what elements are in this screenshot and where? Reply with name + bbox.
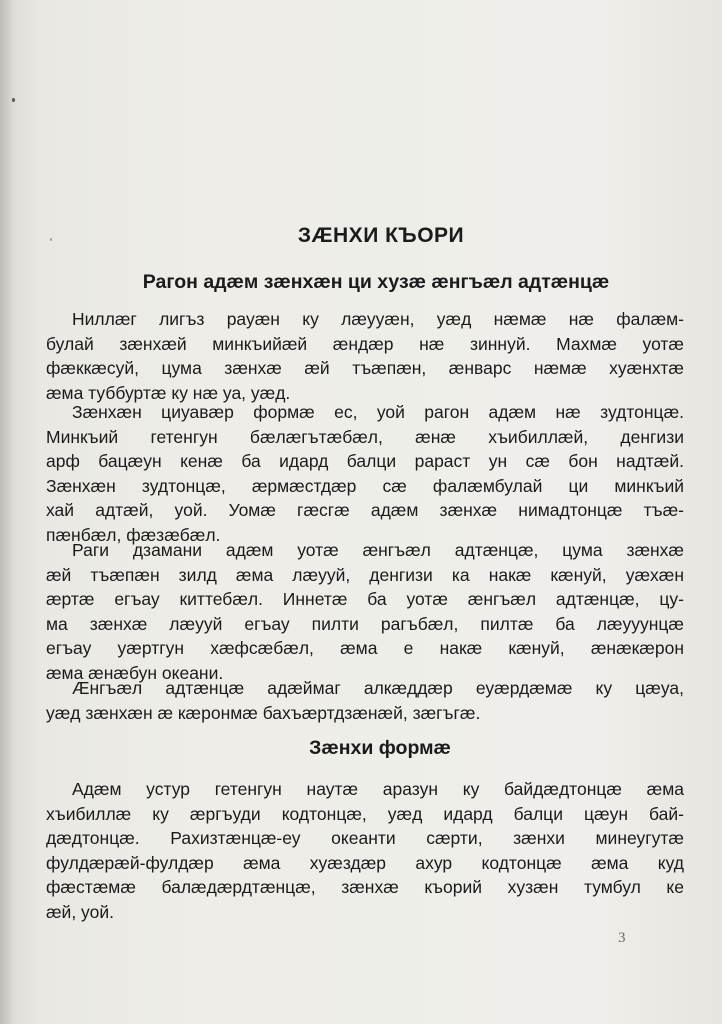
text-line: дæдтонцæ. Рахизтæнцæ-еу океанти сæрти, зæнхи минеугутæ [46,828,684,849]
text-line: фулдæрæй-фулдæр æма хуæздæр ахур кодтонцæ æма куд [46,852,684,873]
dust-speck [12,98,15,102]
text-line: æй, уой. [46,901,114,922]
text-line: Зæнхæн зудтонцæ, æрмæстдæр сæ фалæмбулай ци минкъий [46,475,684,496]
text-line: Æнгъæл адтæнцæ адæймаг алкæддæр еуæрдæмæ ку цæуа, [72,678,684,698]
section-paragraph [46,777,684,925]
text-line: Зæнхæн циуавæр формæ ес, уой рагон адæм нæ зудтонцæ. [72,402,684,422]
text-line: арф бацæун кенæ ба идард балци рараст ун сæ бон надтæй. [46,451,684,472]
page-spine-shadow [0,0,14,1024]
text-line: æй тъæпæн зилд æма лæууй, денгизи ка накæ кæнуй, уæхæн [46,564,684,585]
paragraph-3 [46,538,684,686]
section-title: Зæнхи формæ [309,737,451,759]
page-number: 3 [618,930,626,946]
text-line: æма туббуртæ ку нæ уа, уæд. [46,382,291,403]
text-line: уæд зæнхæн æ кæронмæ бахъæртдзæнæй, зæгъгæ. [46,702,481,723]
text-line: егъау уæртгун хæфсæбæл, æма е накæ кæнуй, æнæкæрон [46,638,684,659]
text-line: Ниллæг лигъз рауæн ку лæууæн, уæд нæмæ нæ фалæм- [72,309,684,329]
text-line: хъибиллæ ку æргъуди кодтонцæ, уæд идард балци цæун бай- [46,803,684,824]
text-line: Минкъий гетенгун бæлæгътæбæл, æнæ хъибиллæй, денгизи [46,426,684,447]
paragraph-4 [46,676,684,725]
text-line: Раги дзамани адæм уотæ æнгъæл адтæнцæ, цума зæнхæ [72,540,684,560]
text-line: булай зæнхæй минкъийæй æндæр нæ зиннуй. Махмæ уотæ [46,333,684,354]
paragraph-2 [46,400,684,548]
text-line: æма æнæбун океани. [46,662,224,683]
text-line: æртæ егъау киттебæл. Иннетæ ба уотæ æнгъæл адтæнцæ, цу- [46,589,684,610]
chapter-title: ЗÆНХИ КЪОРИ [297,224,465,247]
text-line: фæстæмæ балæдæрдтæнцæ, зæнхæ къорий хузæн тумбул ке [46,877,684,898]
chapter-subtitle: Рагон адæм зæнхæн ци хузæ æнгъæл адтæнцæ [142,271,610,293]
text-line: хай адтæй, уой. Уомæ гæсгæ адæм зæнхæ нимадтонцæ тъæ- [46,500,684,521]
text-line: Адæм устур гетенгун наутæ аразун ку байдæдтонцæ æма [72,779,684,799]
text-line: пæнбæл, фæзæбæл. [46,524,221,545]
text-line: ма зæнхæ лæууй егъау пилти рагъбæл, пилтæ ба лæууунцæ [46,613,684,634]
text-line: фæккæсуй, цума зæнхæ æй тъæпæн, æнварс нæмæ хуæнхтæ [46,358,684,379]
paragraph-1 [46,307,684,405]
